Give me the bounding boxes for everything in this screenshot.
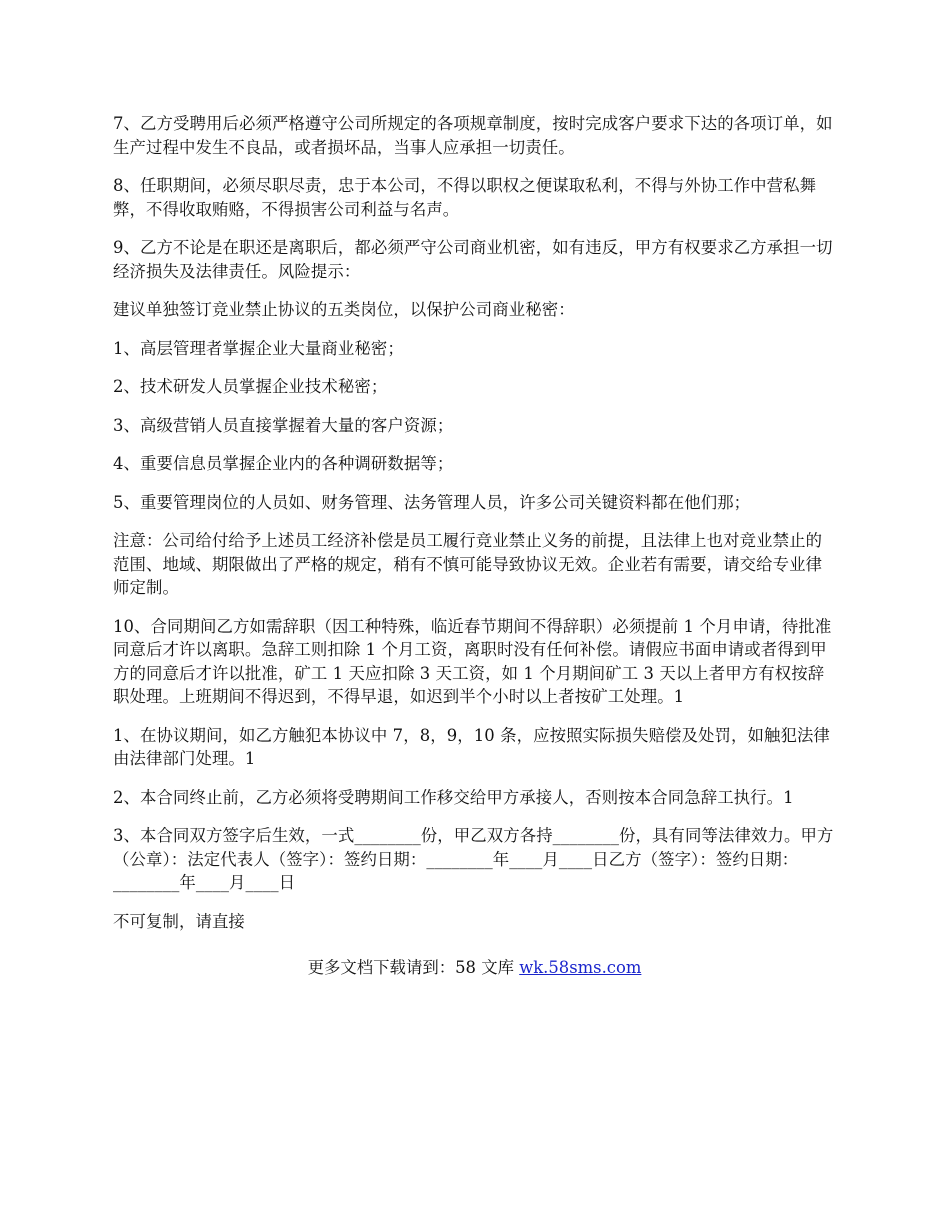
paragraph-no-copy: 不可复制，请直接: [113, 911, 245, 931]
paragraph-clause-9: 9、乙方不论是在职还是离职后，都必须严守公司商业机密，如有违反，甲方有权要求乙方承担一切经济损失及法律责任。风险提示：: [113, 238, 833, 281]
paragraph-term-2: 2、本合同终止前，乙方必须将受聘期间工作移交给甲方承接人，否则按本合同急辞工执行。1: [113, 787, 794, 807]
paragraph-position-2: 2、技术研发人员掌握企业技术秘密；: [113, 377, 388, 396]
paragraph-position-1: 1、高层管理者掌握企业大量商业秘密；: [113, 338, 404, 358]
paragraph-notice: 注意：公司给付给予上述员工经济补偿是员工履行竞业禁止义务的前提，且法律上也对竞业禁止的范围、地域、期限做出了严格的规定，稍有不慎可能导致协议无效。企业若有需要，请交给专业律师定制。: [113, 531, 823, 597]
paragraph-clause-7: 7、乙方受聘用后必须严格遵守公司所规定的各项规章制度，按时完成客户要求下达的各项订单，如生产过程中发生不良品，或者损坏品，当事人应承担一切责任。: [113, 114, 833, 157]
paragraph-clause-8: 8、任职期间，必须尽职尽责，忠于本公司，不得以职权之便谋取私利，不得与外协工作中营私舞弊，不得收取贿赂，不得损害公司利益与名声。: [113, 176, 817, 219]
paragraph-position-5: 5、重要管理岗位的人员如、财务管理、法务管理人员，许多公司关键资料都在他们那；: [113, 492, 751, 512]
paragraph-position-3: 3、高级营销人员直接掌握着大量的客户资源；: [113, 415, 454, 435]
paragraph-noncompete-intro: 建议单独签订竞业禁止协议的五类岗位，以保护公司商业秘密：: [113, 300, 575, 319]
footer-text: 更多文档下载请到：58 文库: [307, 958, 520, 977]
footer-link[interactable]: wk.58sms.com: [519, 958, 642, 977]
download-footer: [113, 956, 836, 980]
paragraph-term-3-signature: 3、本合同双方签字后生效，一式________份，甲乙双方各持________份，具有同等法律效力。甲方（公章）：法定代表人（签字）：签约日期：________年____月____日乙方（签字）：签约日期：________年____月____日: [113, 826, 834, 892]
paragraph-term-1: 1、在协议期间，如乙方触犯本协议中 7，8，9，10 条，应按照实际损失赔偿及处罚，如触犯法律由法律部门处理。1: [113, 725, 830, 768]
paragraph-position-4: 4、重要信息员掌握企业内的各种调研数据等；: [113, 454, 454, 473]
paragraph-clause-10: 10、合同期间乙方如需辞职（因工种特殊，临近春节期间不得辞职）必须提前 1 个月申请，待批准同意后才许以离职。急辞工则扣除 1 个月工资，离职时没有任何补偿。请假应书面申请或者得到甲方的同意后才许以批准，矿工 1 天应扣除 3 天工资，如 1 个月期间矿工 3 天以上者甲方有权按辞职处理。上班期间不得迟到，不得早退，如迟到半个小时以上者按矿工处理。1: [113, 616, 832, 706]
